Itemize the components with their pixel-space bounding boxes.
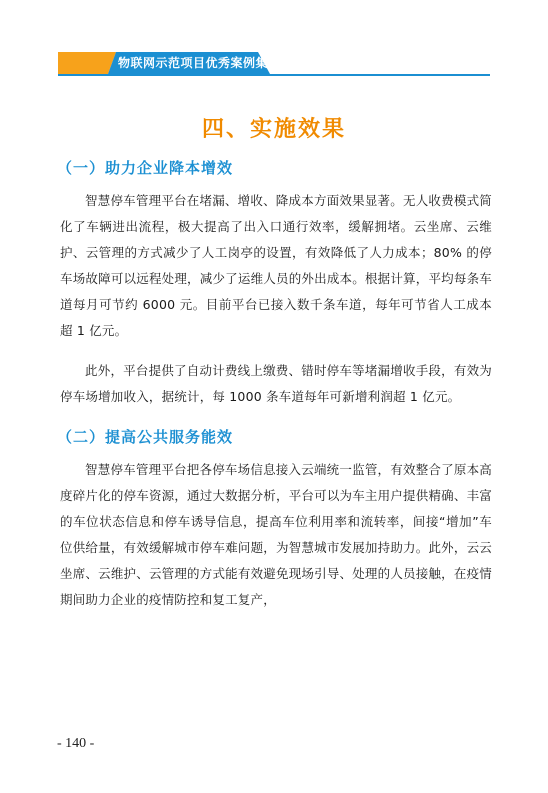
subsection-1-heading: （一）助力企业降本增效 bbox=[57, 159, 234, 177]
header-rule bbox=[58, 74, 490, 76]
header-title: 物联网示范项目优秀案例集 bbox=[118, 56, 269, 70]
subsection-1-paragraph-2: 此外，平台提供了自动计费线上缴费、错时停车等堵漏增收手段，有效为停车场增加收入，据统计，每 1000 条车道每年可新增利润超 1 亿元。 bbox=[60, 363, 492, 404]
subsection-1-paragraph-1: 智慧停车管理平台在堵漏、增收、降成本方面效果显著。无人收费模式简化了车辆进出流程，极大提高了出入口通行效率，缓解拥堵。云坐席、云维护、云管理的方式减少了人工岗亭的设置，有效降低了人力成本；80% 的停车场故障可以远程处理，减少了运维人员的外出成本。根据计算，平均每条车道每月可节约 6000 元。目前平台已接入数千条车道，每年可节省人工成本超 1 亿元。 bbox=[60, 193, 492, 338]
subsection-2-paragraph-1: 智慧停车管理平台把各停车场信息接入云端统一监管，有效整合了原本高度碎片化的停车资源，通过大数据分析，平台可以为车主用户提供精确、丰富的车位状态信息和停车诱导信息，提高车位利用率和流转率，间接“增加”车位供给量，有效缓解城市停车难问题，为智慧城市发展加持助力。此外，云云坐席、云维护、云管理的方式能有效避免现场引导、处理的人员接触，在疫情期间助力企业的疫情防控和复工复产， bbox=[60, 462, 492, 607]
subsection-2-heading: （二）提高公共服务能效 bbox=[57, 428, 234, 446]
page-number: - 140 - bbox=[57, 736, 95, 751]
section-title: 四、实施效果 bbox=[201, 116, 346, 142]
